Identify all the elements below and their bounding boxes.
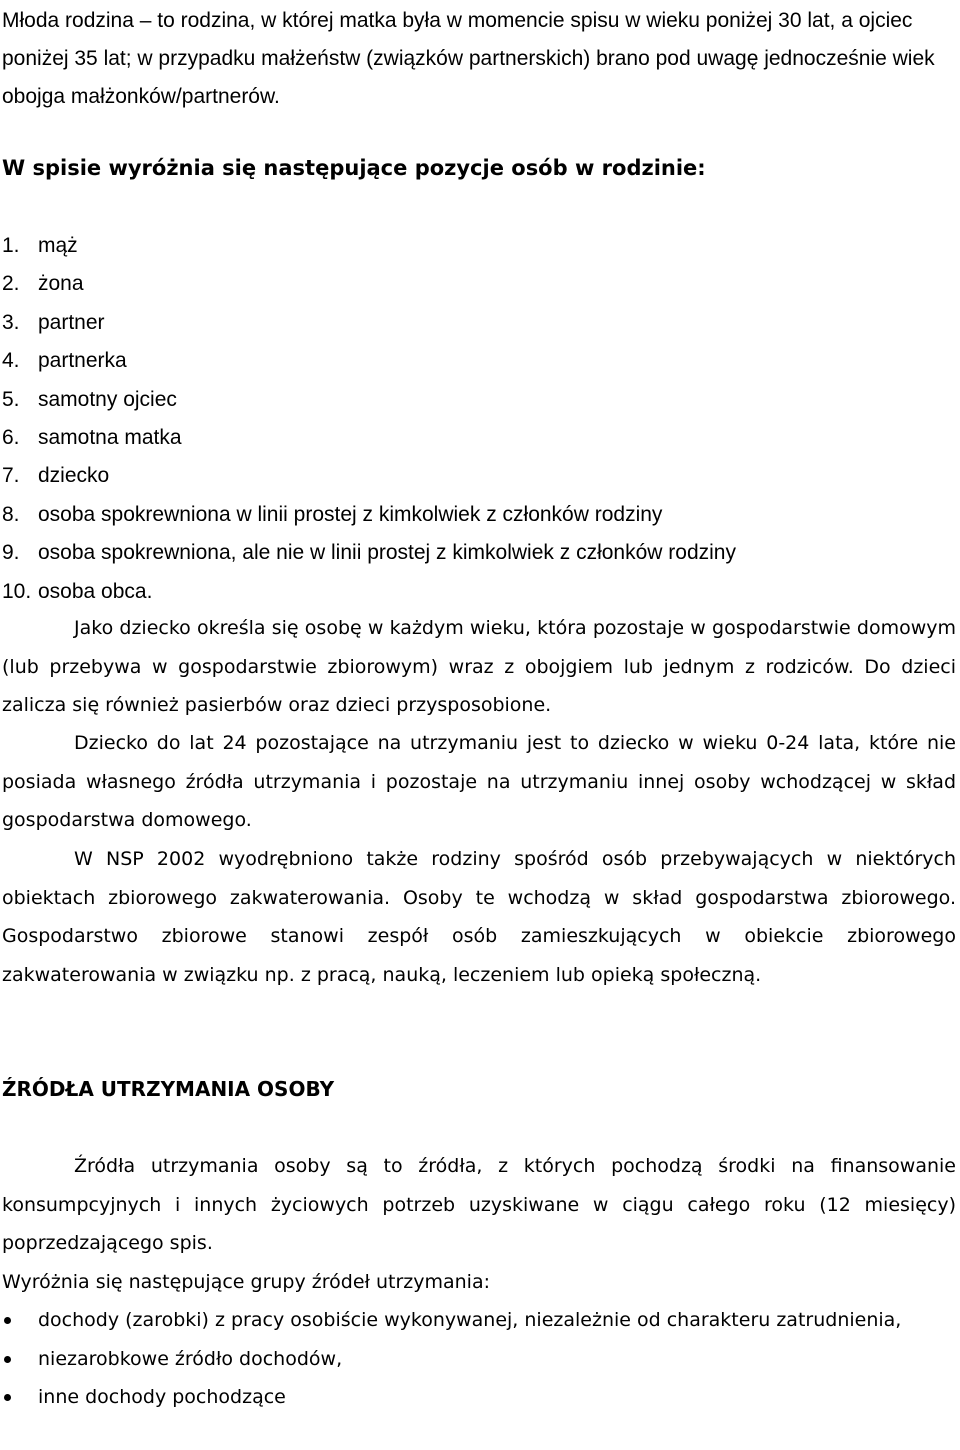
list-item-text: niezarobkowe źródło dochodów, [38,1347,343,1370]
list-item [0,1378,958,1417]
list-item-number: 7. [2,464,20,488]
list-item-number: 8. [2,502,20,526]
list-item-text: partner [38,310,105,334]
list-item-text: dochody (zarobki) z pracy osobiście wykonywanej, niezależnie od charakteru zatrudnienia, [38,1309,902,1331]
list-item-number: 6. [2,425,20,449]
list-item [0,1301,958,1340]
list-item [0,1340,958,1379]
list-item-text: osoba obca. [38,579,153,603]
collective-households-paragraph: W NSP 2002 wyodrębniono także rodziny spośród osób przebywających w niektórych obiektach zbiorowego zakwaterowania. Osoby te wchodzą w skład gospodarstwa zbiorowego. Gospodarstwo zbiorowe stanowi zespół osób zamieszkujących w obiekcie zbiorowego zakwaterowania w związku np. z pracą, nauką, leczeniem lub opieką społeczną. [2,848,956,986]
list-item-number: 10. [2,579,32,603]
positions-heading: W spisie wyróżnia się następujące pozycje osób w rodzinie: [2,156,706,180]
list-item-text: dziecko [38,464,110,488]
groups-intro: Wyróżnia się następujące grupy źródeł utrzymania: [2,1271,490,1293]
list-item-number: 2. [2,272,20,296]
list-item-text: mąż [38,234,78,257]
list-item-text: osoba spokrewniona w linii prostej z kimkolwiek z członków rodziny [38,502,663,526]
groups-list [0,1301,958,1417]
list-item-number: 9. [2,541,20,565]
list-item-text: samotny ojciec [38,387,177,411]
list-item-number: 4. [2,349,20,373]
list-item [2,496,952,534]
list-item [2,342,952,380]
list-item-text: partnerka [38,349,127,373]
list-item-text: inne dochody pochodzące [38,1386,286,1409]
list-item [2,457,952,495]
list-item-number: 1. [2,234,20,257]
list-item-text: samotna matka [38,425,182,449]
section-heading: ŹRÓDŁA UTRZYMANIA OSOBY [2,1077,335,1101]
list-item [2,265,952,303]
sources-definition-paragraph: Źródła utrzymania osoby są to źródła, z których pochodzą środki na finansowanie konsumpcyjnych i innych życiowych potrzeb uzyskiwane w ciągu całego roku (12 miesięcy) poprzedzającego spis. [2,1155,956,1255]
bullet-icon [4,1394,11,1401]
child-definition-paragraph: Jako dziecko określa się osobę w każdym wieku, która pozostaje w gospodarstwie domowym (lub przebywa w gospodarstwie zbiorowym) wraz z obojgiem lub jednym z rodziców. Do dzieci zalicza się również pasierbów oraz dzieci przysposobione. [2,617,956,717]
list-item [2,304,952,342]
intro-paragraph: Młoda rodzina – to rodzina, w której matka była w momencie spisu w wieku poniżej 30 lat, a ojciec poniżej 35 lat; w przypadku małżeństw (związków partnerskich) brano pod uwagę jednocześnie wiek obojga małżonków/partnerów. [2,9,935,108]
list-item-number: 3. [2,310,20,334]
list-item-text: osoba spokrewniona, ale nie w linii prostej z kimkolwiek z członków rodziny [38,541,736,565]
positions-list [2,227,952,611]
list-item-text: żona [38,272,84,296]
bullet-icon [4,1356,11,1363]
list-item-number: 5. [2,387,20,411]
list-item [2,381,952,419]
list-item [2,534,952,572]
bullet-icon [4,1317,11,1324]
list-item [2,573,952,611]
list-item [2,227,952,265]
dependent-child-paragraph: Dziecko do lat 24 pozostające na utrzymaniu jest to dziecko w wieku 0-24 lata, które nie posiada własnego źródła utrzymania i pozostaje na utrzymaniu innej osoby wchodzącej w skład gospodarstwa domowego. [2,732,956,832]
list-item [2,419,952,457]
